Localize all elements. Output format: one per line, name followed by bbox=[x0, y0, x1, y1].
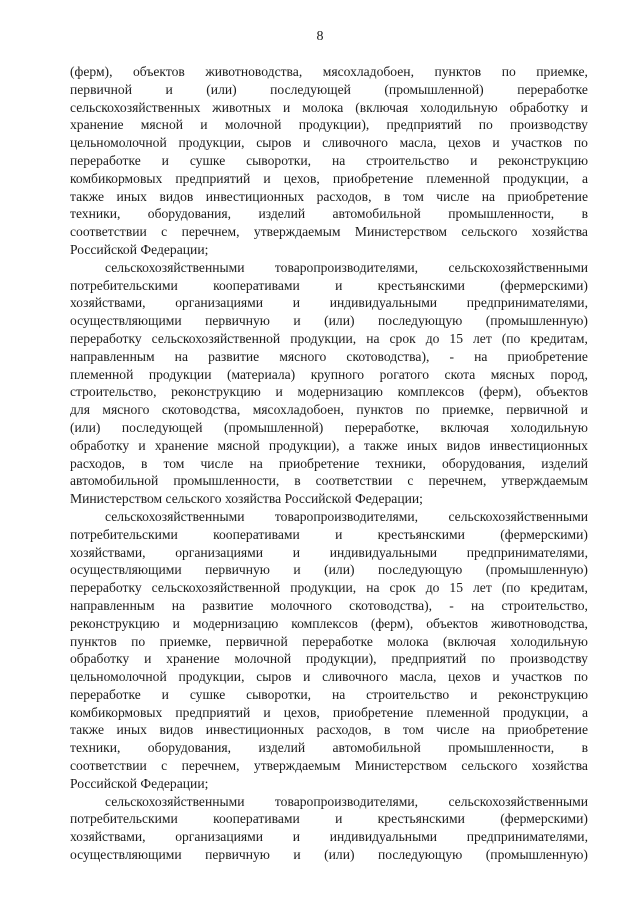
text-line: соответствии с перечнем, утверждаемым Министерством сельского хозяйства bbox=[70, 224, 588, 240]
text-line: направленным на развитие молочного скотоводства), - на строительство, bbox=[70, 597, 588, 613]
text-line: сельскохозяйственными товаропроизводителями, сельскохозяйственными bbox=[105, 793, 588, 809]
text-line: цельномолочной продукции, сыров и сливочного масла, цехов и участков по bbox=[70, 135, 588, 151]
text-line: обработку и хранение молочной продукции), предприятий по производству bbox=[70, 651, 588, 667]
paragraph bbox=[70, 259, 588, 508]
text-line: хозяйствами, организациями и индивидуальными предпринимателями, bbox=[70, 544, 588, 560]
text-line: переработку сельскохозяйственной продукции, на срок до 15 лет (по кредитам, bbox=[70, 330, 588, 346]
text-line: осуществляющими первичную и (или) последующую (промышленную) bbox=[70, 847, 588, 863]
text-line: переработку сельскохозяйственной продукции, на срок до 15 лет (по кредитам, bbox=[70, 580, 588, 596]
text-line: племенной продукции (материала) крупного рогатого скота мясных пород, bbox=[70, 366, 588, 382]
text-line: пунктов по приемке, первичной переработке молока (включая холодильную bbox=[70, 633, 588, 649]
text-line: обработку и хранение мясной продукции), а также иных видов инвестиционных bbox=[70, 437, 588, 453]
text-line: также иных видов инвестиционных расходов, в том числе на приобретение bbox=[70, 188, 588, 204]
text-line: также иных видов инвестиционных расходов, в том числе на приобретение bbox=[70, 722, 588, 738]
text-line: сельскохозяйственных животных и молока (включая холодильную обработку и bbox=[70, 99, 588, 115]
text-line: осуществляющими первичную и (или) последующую (промышленную) bbox=[70, 313, 588, 329]
text-line: сельскохозяйственными товаропроизводителями, сельскохозяйственными bbox=[105, 508, 588, 524]
paragraph bbox=[70, 793, 588, 864]
text-line: автомобильной промышленности, в соответствии с перечнем, утверждаемым bbox=[70, 473, 588, 489]
text-line: хозяйствами, организациями и индивидуальными предпринимателями, bbox=[70, 829, 588, 845]
text-line: переработке и сушке сыворотки, на строительство и реконструкцию bbox=[70, 152, 588, 168]
text-line: потребительскими кооперативами и крестьянскими (фермерскими) bbox=[70, 526, 588, 542]
text-line: Российской Федерации; bbox=[70, 775, 209, 791]
document-body bbox=[70, 63, 588, 864]
text-line: переработке и сушке сыворотки, на строительство и реконструкцию bbox=[70, 686, 588, 702]
text-line: строительство, реконструкцию и модернизацию комплексов (ферм), объектов bbox=[70, 384, 588, 400]
text-line: комбикормовых предприятий и цехов, приобретение племенной продукции, а bbox=[70, 170, 588, 186]
text-line: Российской Федерации; bbox=[70, 241, 209, 257]
text-line: сельскохозяйственными товаропроизводителями, сельскохозяйственными bbox=[105, 259, 588, 275]
text-line: цельномолочной продукции, сыров и сливочного масла, цехов и участков по bbox=[70, 669, 588, 685]
page-number: 8 bbox=[316, 29, 324, 44]
text-line: (или) последующей (промышленной) переработке, включая холодильную bbox=[70, 419, 588, 435]
text-line: (ферм), объектов животноводства, мясохладобоен, пунктов по приемке, bbox=[70, 64, 588, 79]
paragraph bbox=[70, 508, 588, 793]
text-line: комбикормовых предприятий и цехов, приобретение племенной продукции, а bbox=[70, 704, 588, 720]
text-line: Министерством сельского хозяйства Российской Федерации; bbox=[70, 491, 423, 507]
text-line: хозяйствами, организациями и индивидуальными предпринимателями, bbox=[70, 295, 588, 311]
text-line: хранение мясной и молочной продукции), предприятий по производству bbox=[70, 117, 588, 133]
text-line: техники, оборудования, изделий автомобильной промышленности, в bbox=[70, 206, 588, 222]
text-line: расходов, в том числе на приобретение техники, оборудования, изделий bbox=[70, 455, 588, 471]
paragraph bbox=[70, 63, 588, 259]
text-line: первичной и (или) последующей (промышленной) переработке bbox=[70, 81, 588, 97]
text-line: для мясного скотоводства, мясохладобоен, пунктов по приемке, первичной и bbox=[70, 402, 588, 418]
text-line: направленным на развитие мясного скотоводства), - на приобретение bbox=[70, 348, 588, 364]
text-line: реконструкцию и модернизацию комплексов (ферм), объектов животноводства, bbox=[70, 615, 588, 631]
text-line: техники, оборудования, изделий автомобильной промышленности, в bbox=[70, 740, 588, 756]
text-line: потребительскими кооперативами и крестьянскими (фермерскими) bbox=[70, 811, 588, 827]
text-line: соответствии с перечнем, утверждаемым Министерством сельского хозяйства bbox=[70, 758, 588, 774]
text-line: потребительскими кооперативами и крестьянскими (фермерскими) bbox=[70, 277, 588, 293]
text-line: осуществляющими первичную и (или) последующую (промышленную) bbox=[70, 562, 588, 578]
